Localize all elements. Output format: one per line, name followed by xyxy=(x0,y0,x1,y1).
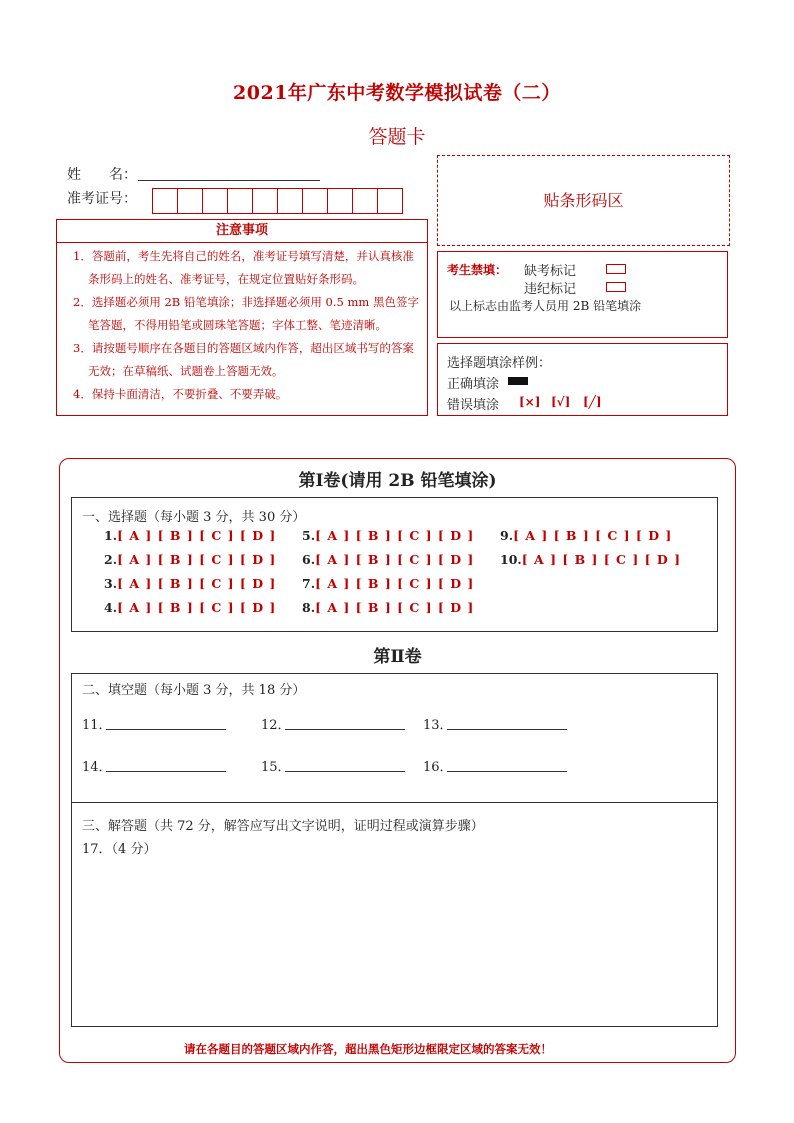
forbidden-note: 以上标志由监考人员用 2B 铅笔填涂 xyxy=(449,299,642,313)
question-number: 6. xyxy=(302,552,316,567)
wrong-mark-1: [×] xyxy=(519,395,541,409)
fill-answer-line[interactable] xyxy=(447,729,567,730)
part1-title: 第Ⅰ卷(请用 2B 铅笔填涂) xyxy=(298,471,497,491)
solve-section[interactable] xyxy=(71,802,718,1027)
name-label: 姓 名： xyxy=(67,167,137,183)
fill-sample-box xyxy=(437,343,728,416)
fill-item xyxy=(261,714,291,733)
question-number: 8. xyxy=(302,600,316,615)
notice-item: 2．选择题必须用 2B 铅笔填涂；非选择题必须用 0.5 mm 黑色签字笔答题，不得用铅笔或圆珠笔答题；字体工整、笔迹清晰。 xyxy=(73,295,419,332)
choice-question[interactable] xyxy=(500,528,672,543)
answer-options[interactable]: [ A ] [ B ] [ C ] [ D ] xyxy=(117,552,277,567)
barcode-area xyxy=(437,155,730,246)
fill-item xyxy=(423,756,453,775)
choice-question[interactable] xyxy=(104,552,276,567)
answer-options[interactable]: [ A ] [ B ] [ C ] [ D ] xyxy=(117,576,277,591)
absent-label: 缺考标记 xyxy=(524,264,577,279)
id-cell[interactable] xyxy=(253,189,278,213)
fill-item xyxy=(423,714,453,733)
question-number: 4. xyxy=(104,600,118,615)
question-number: 1. xyxy=(104,528,118,543)
solve-section-label: 三、解答题（共 72 分，解答应写出文字说明，证明过程或演算步骤） xyxy=(82,819,484,834)
fill-section xyxy=(71,673,718,803)
notice-heading: 注意事项 xyxy=(56,219,428,243)
id-cell[interactable] xyxy=(328,189,353,213)
fill-number: 12． xyxy=(261,718,291,733)
fill-item xyxy=(82,714,112,733)
correct-fill-sample xyxy=(508,377,528,385)
choice-question[interactable] xyxy=(302,576,474,591)
page-title: 2021年广东中考数学模拟试卷（二） xyxy=(233,82,561,104)
question-number: 7. xyxy=(302,576,316,591)
fill-answer-line[interactable] xyxy=(447,771,567,772)
choice-question[interactable] xyxy=(302,552,474,567)
footer-warning: 请在各题目的答题区域内作答，超出黑色矩形边框限定区域的答案无效！ xyxy=(184,1042,552,1056)
answer-options[interactable]: [ A ] [ B ] [ C ] [ D ] xyxy=(521,552,681,567)
question-number: 2. xyxy=(104,552,118,567)
answer-options[interactable]: [ A ] [ B ] [ C ] [ D ] xyxy=(315,528,475,543)
part2-title: 第Ⅱ卷 xyxy=(373,647,422,667)
forbidden-box xyxy=(437,251,728,338)
choice-question[interactable] xyxy=(302,600,474,615)
page-subtitle: 答题卡 xyxy=(368,126,426,148)
id-cell[interactable] xyxy=(353,189,378,213)
violation-mark-box[interactable] xyxy=(606,282,626,292)
fill-answer-line[interactable] xyxy=(285,771,405,772)
absent-mark-box[interactable] xyxy=(606,264,626,274)
id-cell[interactable] xyxy=(228,189,253,213)
choice-question[interactable] xyxy=(104,576,276,591)
correct-label: 正确填涂 xyxy=(447,377,500,392)
choice-section xyxy=(71,497,718,632)
answer-options[interactable]: [ A ] [ B ] [ C ] [ D ] xyxy=(315,552,475,567)
id-cell[interactable] xyxy=(178,189,203,213)
fill-sample-heading: 选择题填涂样例： xyxy=(447,356,552,371)
wrong-mark-3: [╱] xyxy=(583,395,602,409)
wrong-mark-2: [√] xyxy=(551,395,571,409)
id-cell[interactable] xyxy=(153,189,178,213)
exam-id-boxes[interactable] xyxy=(152,188,403,214)
fill-number: 13． xyxy=(423,718,453,733)
fill-answer-line[interactable] xyxy=(106,729,226,730)
fill-number: 15． xyxy=(261,760,291,775)
question-17-label: 17．（4 分） xyxy=(82,842,157,857)
forbidden-label: 考生禁填： xyxy=(447,263,508,277)
barcode-label: 贴条形码区 xyxy=(543,191,624,210)
answer-options[interactable]: [ A ] [ B ] [ C ] [ D ] xyxy=(315,576,475,591)
answer-options[interactable]: [ A ] [ B ] [ C ] [ D ] xyxy=(117,600,277,615)
notice-item: 3．请按题号顺序在各题目的答题区域内作答，超出区域书写的答案无效；在草稿纸、试题卷上答题无效。 xyxy=(73,341,414,378)
question-number: 5. xyxy=(302,528,316,543)
answer-options[interactable]: [ A ] [ B ] [ C ] [ D ] xyxy=(513,528,673,543)
violation-label: 违纪标记 xyxy=(524,282,577,297)
id-cell[interactable] xyxy=(303,189,328,213)
fill-number: 11． xyxy=(82,718,112,733)
id-label: 准考证号： xyxy=(67,191,137,207)
question-number: 3. xyxy=(104,576,118,591)
id-cell[interactable] xyxy=(278,189,303,213)
fill-section-label: 二、填空题（每小题 3 分，共 18 分） xyxy=(82,683,306,698)
wrong-label: 错误填涂 xyxy=(447,398,500,413)
question-number: 10. xyxy=(500,552,522,567)
choice-question[interactable] xyxy=(104,600,276,615)
fill-answer-line[interactable] xyxy=(285,729,405,730)
choice-section-label: 一、选择题（每小题 3 分，共 30 分） xyxy=(82,510,306,525)
answer-options[interactable]: [ A ] [ B ] [ C ] [ D ] xyxy=(117,528,277,543)
id-cell[interactable] xyxy=(378,189,402,213)
answer-options[interactable]: [ A ] [ B ] [ C ] [ D ] xyxy=(315,600,475,615)
fill-number: 14． xyxy=(82,760,112,775)
notice-item: 4．保持卡面清洁，不要折叠、不要弄破。 xyxy=(73,387,288,401)
fill-item xyxy=(261,756,291,775)
choice-question[interactable] xyxy=(500,552,681,567)
id-cell[interactable] xyxy=(203,189,228,213)
fill-number: 16． xyxy=(423,760,453,775)
choice-question[interactable] xyxy=(302,528,474,543)
notice-item: 1．答题前，考生先将自己的姓名，准考证号填写清楚，并认真核准条形码上的姓名、准考证号，在规定位置贴好条形码。 xyxy=(73,249,414,286)
fill-answer-line[interactable] xyxy=(106,771,226,772)
fill-item xyxy=(82,756,112,775)
question-number: 9. xyxy=(500,528,514,543)
choice-question[interactable] xyxy=(104,528,276,543)
name-field[interactable] xyxy=(138,180,320,181)
notice-body xyxy=(56,242,428,416)
